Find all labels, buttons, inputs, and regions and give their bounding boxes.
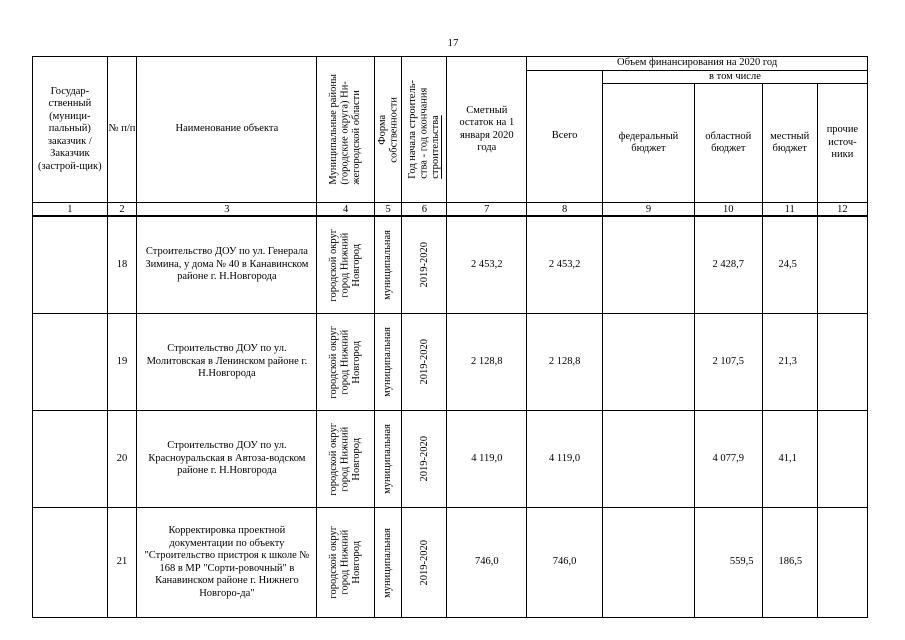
cell-local: 24,5	[762, 216, 817, 314]
cell-regional: 2 428,7	[695, 216, 763, 314]
cell-local: 21,3	[762, 314, 817, 411]
cell-total: 746,0	[527, 508, 603, 618]
cell-years	[402, 216, 447, 314]
header-years-line: строительства	[430, 115, 442, 179]
header-district-line: жегородской области	[351, 90, 363, 185]
cell-ownership	[374, 314, 402, 411]
column-number: 4	[317, 203, 374, 217]
district-line: город Нижний	[339, 530, 351, 595]
cell-regional: 4 077,9	[695, 411, 763, 508]
column-number: 7	[447, 203, 527, 217]
cell-ownership	[374, 508, 402, 618]
column-number: 9	[602, 203, 694, 217]
header-district-line: Муниципальные районы	[328, 74, 340, 185]
header-ownership-line: собственности	[388, 96, 400, 163]
cell-district	[317, 411, 374, 508]
header-ownership-line: Форма	[376, 114, 388, 145]
column-numbers-row	[33, 203, 868, 217]
header-years	[402, 57, 447, 203]
district-line: Новгород	[351, 437, 363, 481]
cell-npp: 21	[107, 508, 137, 618]
cell-federal	[602, 411, 694, 508]
header-local: местный бюджет	[762, 84, 817, 203]
district-line: город Нижний	[339, 329, 351, 395]
cell-total: 2 128,8	[527, 314, 603, 411]
cell-federal	[602, 314, 694, 411]
cell-other	[817, 314, 867, 411]
cell-customer	[33, 216, 108, 314]
cell-balance: 4 119,0	[447, 411, 527, 508]
cell-customer	[33, 314, 108, 411]
district-line: Новгород	[351, 340, 363, 384]
cell-years	[402, 411, 447, 508]
cell-ownership	[374, 216, 402, 314]
years-text: 2019-2020	[418, 436, 430, 482]
cell-years	[402, 508, 447, 618]
column-number: 2	[107, 203, 137, 217]
column-number: 5	[374, 203, 402, 217]
header-npp: № п/п	[107, 57, 137, 203]
header-years-line: Год начала строитель-	[407, 80, 419, 179]
column-number: 11	[762, 203, 817, 217]
table-row	[33, 216, 868, 314]
header-district-line: (городские округа) Ни-	[339, 81, 351, 185]
cell-balance: 2 453,2	[447, 216, 527, 314]
district-line: Новгород	[351, 243, 363, 287]
header-years-line: ства - год окончания	[418, 87, 430, 179]
page-number: 17	[447, 37, 459, 49]
column-number: 12	[817, 203, 867, 217]
header-total: Всего	[527, 70, 603, 203]
years-text: 2019-2020	[418, 339, 430, 385]
cell-regional: 559,5	[695, 508, 763, 618]
years-text: 2019-2020	[418, 242, 430, 288]
header-object-name: Наименование объекта	[137, 57, 317, 203]
years-text: 2019-2020	[418, 539, 430, 586]
district-line: городской округ	[328, 325, 340, 399]
cell-customer	[33, 508, 108, 618]
cell-years	[402, 314, 447, 411]
cell-balance: 746,0	[447, 508, 527, 618]
cell-local: 186,5	[762, 508, 817, 618]
column-number: 1	[33, 203, 108, 217]
district-line: город Нижний	[339, 426, 351, 492]
cell-other	[817, 508, 867, 618]
cell-district	[317, 216, 374, 314]
cell-balance: 2 128,8	[447, 314, 527, 411]
district-line: городской округ	[328, 228, 340, 302]
column-number: 8	[527, 203, 603, 217]
cell-object-name: Строительство ДОУ по ул. Молитовская в Ленинском районе г. Н.Новгорода	[137, 314, 317, 411]
ownership-text: муниципальная	[382, 327, 394, 397]
district-line: городской округ	[328, 526, 340, 599]
cell-object-name: Корректировка проектной документации по объекту "Строительство пристроя к школе № 168 в МР "Сорти-ровочный" в Канавинском районе г. Нижнего Новгоро-да"	[137, 508, 317, 618]
cell-total: 4 119,0	[527, 411, 603, 508]
cell-district	[317, 314, 374, 411]
cell-district	[317, 508, 374, 618]
cell-other	[817, 216, 867, 314]
table-row	[33, 411, 868, 508]
ownership-text: муниципальная	[382, 424, 394, 494]
cell-customer	[33, 411, 108, 508]
header-ownership	[374, 57, 402, 203]
cell-federal	[602, 508, 694, 618]
header-other: прочие источ-ники	[817, 84, 867, 203]
cell-local: 41,1	[762, 411, 817, 508]
cell-other	[817, 411, 867, 508]
district-line: Новгород	[351, 541, 363, 584]
district-line: городской округ	[328, 422, 340, 496]
cell-npp: 19	[107, 314, 137, 411]
cell-regional: 2 107,5	[695, 314, 763, 411]
cell-federal	[602, 216, 694, 314]
cell-object-name: Строительство ДОУ по ул. Генерала Зимина, у дома № 40 в Канавинском районе г. Н.Новгорода	[137, 216, 317, 314]
header-balance: Сметный остаток на 1 января 2020 года	[447, 57, 527, 203]
column-number: 6	[402, 203, 447, 217]
header-customer: Государ-ственный (муници-пальный) заказчик / Заказчик (застрой-щик)	[33, 57, 108, 203]
column-number: 10	[695, 203, 763, 217]
table-row	[33, 314, 868, 411]
header-financing: Объем финансирования на 2020 год	[527, 57, 868, 71]
cell-total: 2 453,2	[527, 216, 603, 314]
financing-table	[32, 56, 868, 618]
header-district	[317, 57, 374, 203]
cell-object-name: Строительство ДОУ по ул. Красноуральская в Автоза-водском районе г. Н.Новгорода	[137, 411, 317, 508]
district-line: город Нижний	[339, 232, 351, 298]
header-including: в том числе	[602, 70, 867, 84]
cell-ownership	[374, 411, 402, 508]
header-federal: федеральный бюджет	[602, 84, 694, 203]
column-number: 3	[137, 203, 317, 217]
cell-npp: 20	[107, 411, 137, 508]
ownership-text: муниципальная	[382, 230, 394, 300]
cell-npp: 18	[107, 216, 137, 314]
table-row	[33, 508, 868, 618]
header-regional: областной бюджет	[695, 84, 763, 203]
ownership-text: муниципальная	[382, 527, 394, 598]
